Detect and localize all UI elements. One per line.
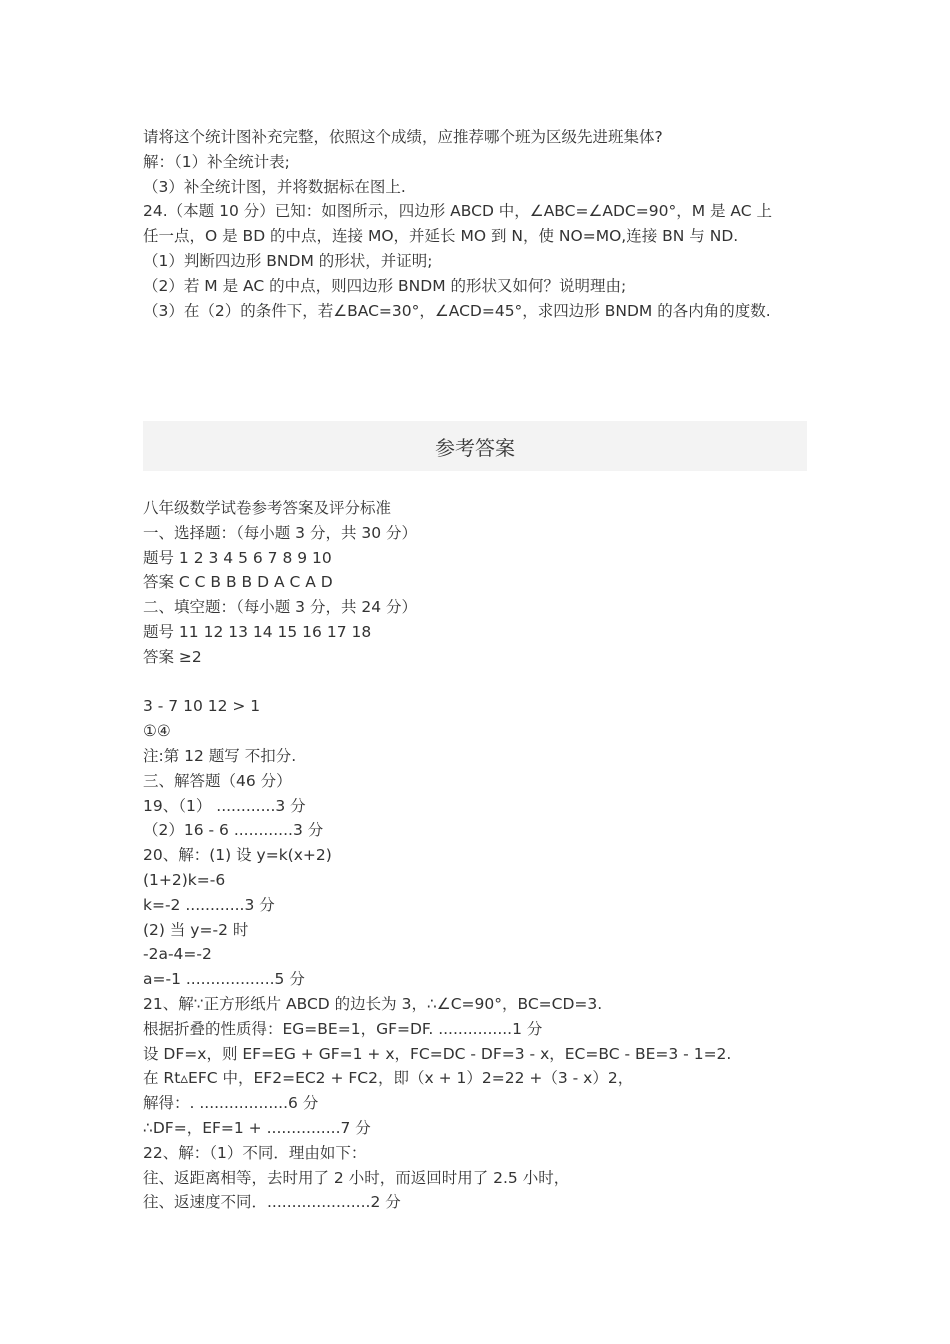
answer-line: 设 DF=x，则 EF=EG + GF=1 + x，FC=DC - DF=3 - x，EC=BC - BE=3 - 1=2.	[143, 1044, 732, 1063]
answer-line: 三、解答题（46 分）	[143, 771, 292, 790]
section-title: 参考答案	[435, 435, 515, 460]
answer-line: 21、解∵正方形纸片 ABCD 的边长为 3，∴∠C=90°，BC=CD=3.	[143, 994, 603, 1013]
answer-line: ①④	[143, 722, 171, 741]
question-line: （3）在（2）的条件下，若∠BAC=30°，∠ACD=45°，求四边形 BNDM 的各内角的度数.	[143, 301, 771, 320]
blank-line	[143, 670, 807, 695]
question-line: 解：（1）补全统计表;	[143, 152, 290, 171]
answer-line: 答案 ≥2	[143, 647, 202, 666]
answer-line: 20、解：(1) 设 y=k(x+2)	[143, 846, 332, 865]
answer-line: 在 Rt▵EFC 中，EF2=EC2 + FC2，即（x + 1）2=22 +（3 - x）2，	[143, 1069, 634, 1088]
answer-line: -2a-4=-2	[143, 945, 212, 964]
answer-line: (1+2)k=-6	[143, 870, 226, 889]
answer-line: 注:第 12 题写 不扣分.	[143, 746, 297, 765]
answer-line: 一、选择题：（每小题 3 分，共 30 分）	[143, 523, 418, 542]
answer-line: 往、返速度不同．.....................2 分	[143, 1193, 401, 1212]
answer-line: a=-1 ..................5 分	[143, 970, 305, 989]
answer-line: 22、解：（1）不同．理由如下：	[143, 1143, 367, 1162]
question-line: 24.（本题 10 分）已知：如图所示，四边形 ABCD 中，∠ABC=∠ADC=90°，M 是 AC 上	[143, 202, 773, 221]
answer-line: 二、填空题：（每小题 3 分，共 24 分）	[143, 598, 418, 617]
answer-line: 3 - 7 10 12 > 1	[143, 697, 261, 716]
answer-line: (2) 当 y=-2 时	[143, 920, 249, 939]
question-line: 任一点，O 是 BD 的中点，连接 MO，并延长 MO 到 N，使 NO=MO,连接 BN 与 ND.	[143, 227, 739, 246]
answer-line: ∴DF=，EF=1 + ...............7 分	[143, 1118, 371, 1137]
answer-line: 八年级数学试卷参考答案及评分标准	[143, 499, 392, 517]
question-line: （2）若 M 是 AC 的中点，则四边形 BNDM 的形状又如何？说明理由;	[143, 276, 627, 295]
answer-line: （2）16 - 6 ............3 分	[143, 821, 324, 840]
answer-line: 解得：. ..................6 分	[143, 1094, 319, 1113]
answer-line: 题号 11 12 13 14 15 16 17 18	[143, 622, 372, 641]
answer-line: 根据折叠的性质得：EG=BE=1，GF=DF. ...............1 分	[143, 1019, 543, 1038]
answer-line: 往、返距离相等，去时用了 2 小时，而返回时用了 2.5 小时，	[143, 1168, 570, 1187]
answer-line: k=-2 ............3 分	[143, 895, 275, 914]
answer-line: 答案 C C B B B D A C A D	[143, 573, 333, 592]
answer-line: 19、（1） ............3 分	[143, 796, 306, 815]
answer-block	[143, 496, 807, 1215]
answer-line: 题号 1 2 3 4 5 6 7 8 9 10	[143, 548, 332, 567]
question-block	[143, 125, 807, 323]
question-line: （1）判断四边形 BNDM 的形状，并证明;	[143, 251, 433, 270]
section-header	[143, 421, 807, 471]
question-line: 请将这个统计图补充完整，依照这个成绩，应推荐哪个班为区级先进班集体?	[143, 128, 663, 146]
question-line: （3）补全统计图，并将数据标在图上.	[143, 177, 406, 196]
